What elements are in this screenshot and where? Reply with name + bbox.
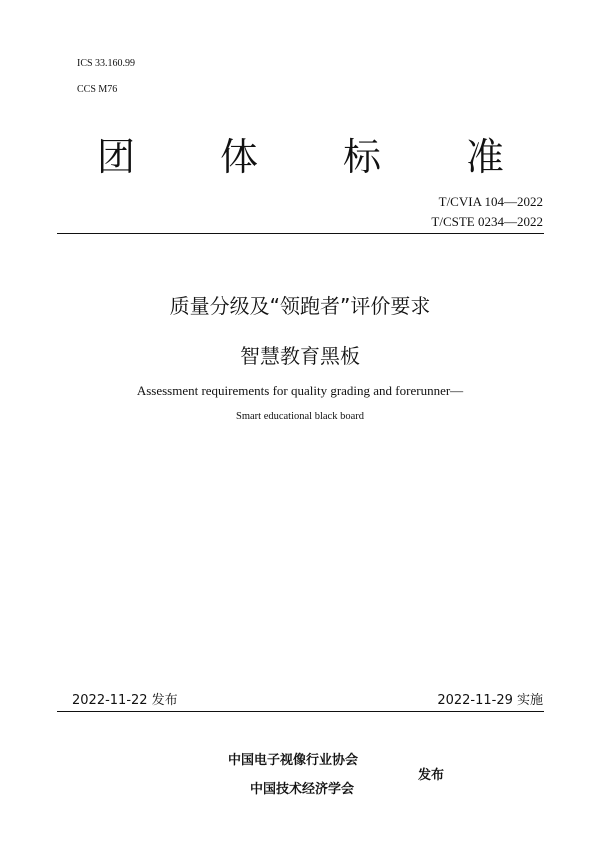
publisher-org-1: 中国电子视像行业协会 <box>228 753 359 768</box>
ics-code: ICS 33.160.99 <box>77 58 136 69</box>
standard-type-title <box>0 132 600 182</box>
standard-number-cvia: T/CVIA 104—2022 <box>438 194 543 209</box>
chinese-title-line-1: 质量分级及“领跑者”评价要求 <box>169 294 431 318</box>
standard-number-cste: T/CSTE 0234—2022 <box>431 214 543 229</box>
publish-label: 发布 <box>418 768 445 783</box>
title-char-2: 体 <box>220 135 259 179</box>
header-divider <box>57 233 544 234</box>
chinese-title-line-2: 智慧教育黑板 <box>240 344 360 368</box>
title-char-1: 团 <box>97 135 136 179</box>
english-title-line-1: Assessment requirements for quality grading and forerunner— <box>136 383 464 398</box>
implementation-date: 2022-11-29 实施 <box>437 693 543 708</box>
publisher-org-2: 中国技术经济学会 <box>250 782 355 797</box>
title-char-4: 准 <box>466 135 505 179</box>
english-title-line-2: Smart educational black board <box>236 411 364 422</box>
publication-date: 2022-11-22 发布 <box>72 693 178 708</box>
title-char-3: 标 <box>343 135 382 179</box>
ccs-code: CCS M76 <box>77 84 118 95</box>
footer-divider <box>57 711 544 712</box>
